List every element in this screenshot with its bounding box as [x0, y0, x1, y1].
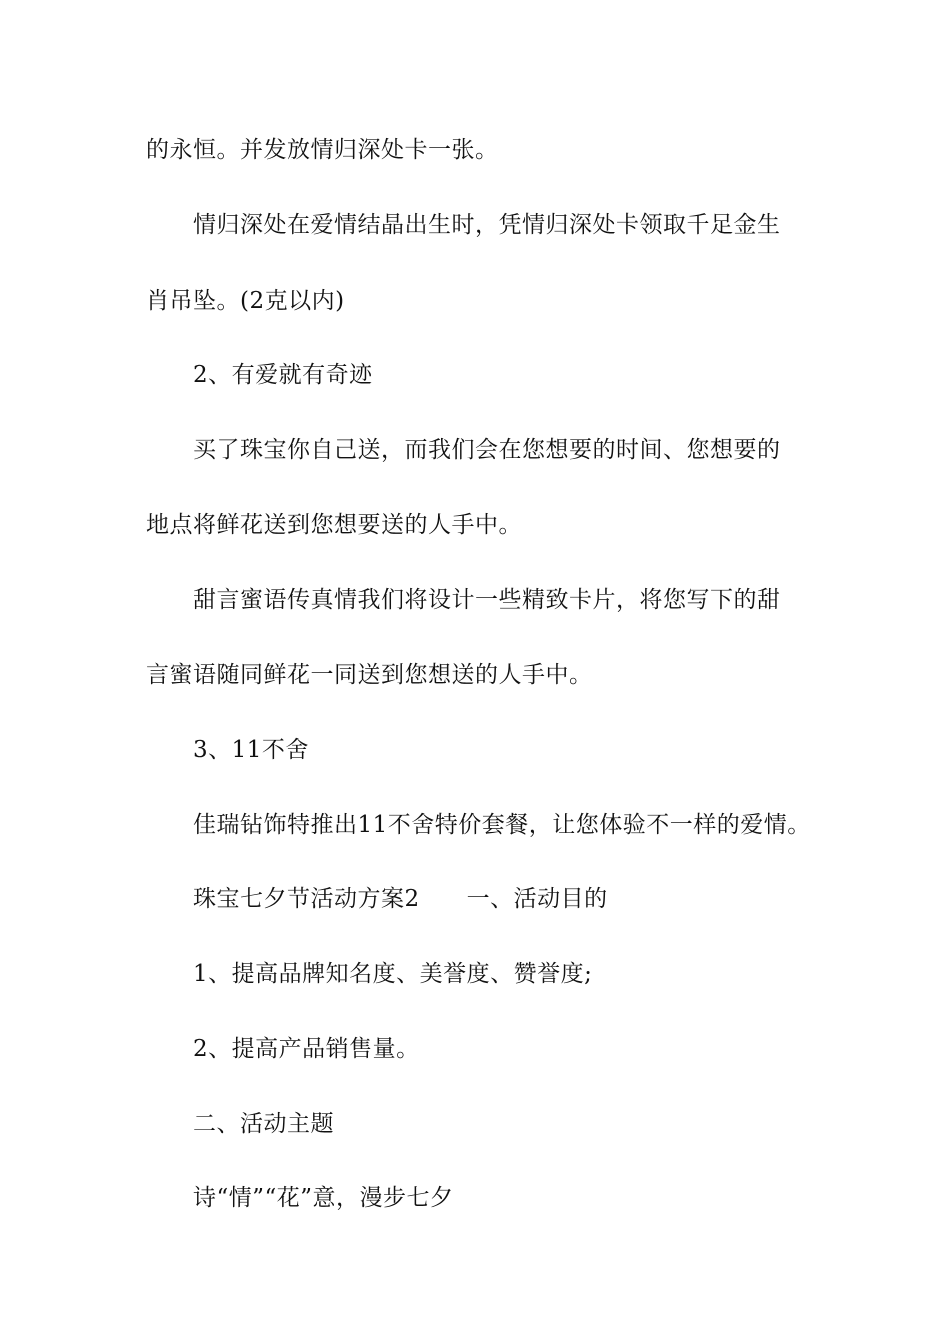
paragraph-line: 甜言蜜语传真情我们将设计一些精致卡片，将您写下的甜 [193, 587, 781, 613]
section-heading: 二、活动主题 [193, 1111, 334, 1137]
list-item: 1、提高品牌知名度、美誉度、赞誉度; [193, 961, 593, 987]
paragraph-line: 肖吊坠。(2克以内) [146, 288, 345, 314]
paragraph-line: 情归深处在爱情结晶出生时，凭情归深处卡领取千足金生 [193, 212, 781, 238]
paragraph-line: 诗“情”“花”意，漫步七夕 [193, 1185, 454, 1211]
paragraph-line: 言蜜语随同鲜花一同送到您想送的人手中。 [146, 662, 593, 688]
paragraph-line: 地点将鲜花送到您想要送的人手中。 [146, 512, 522, 538]
paragraph-line: 买了珠宝你自己送，而我们会在您想要的时间、您想要的 [193, 437, 781, 463]
paragraph-line: 佳瑞钻饰特推出11不舍特价套餐，让您体验不一样的爱情。 [193, 812, 811, 838]
section-heading: 3、11不舍 [193, 737, 309, 763]
paragraph-line: 的永恒。并发放情归深处卡一张。 [146, 137, 499, 163]
list-item: 2、提高产品销售量。 [193, 1036, 420, 1062]
section-heading: 珠宝七夕节活动方案2 一、活动目的 [193, 886, 608, 912]
section-heading: 2、有爱就有奇迹 [193, 362, 373, 388]
